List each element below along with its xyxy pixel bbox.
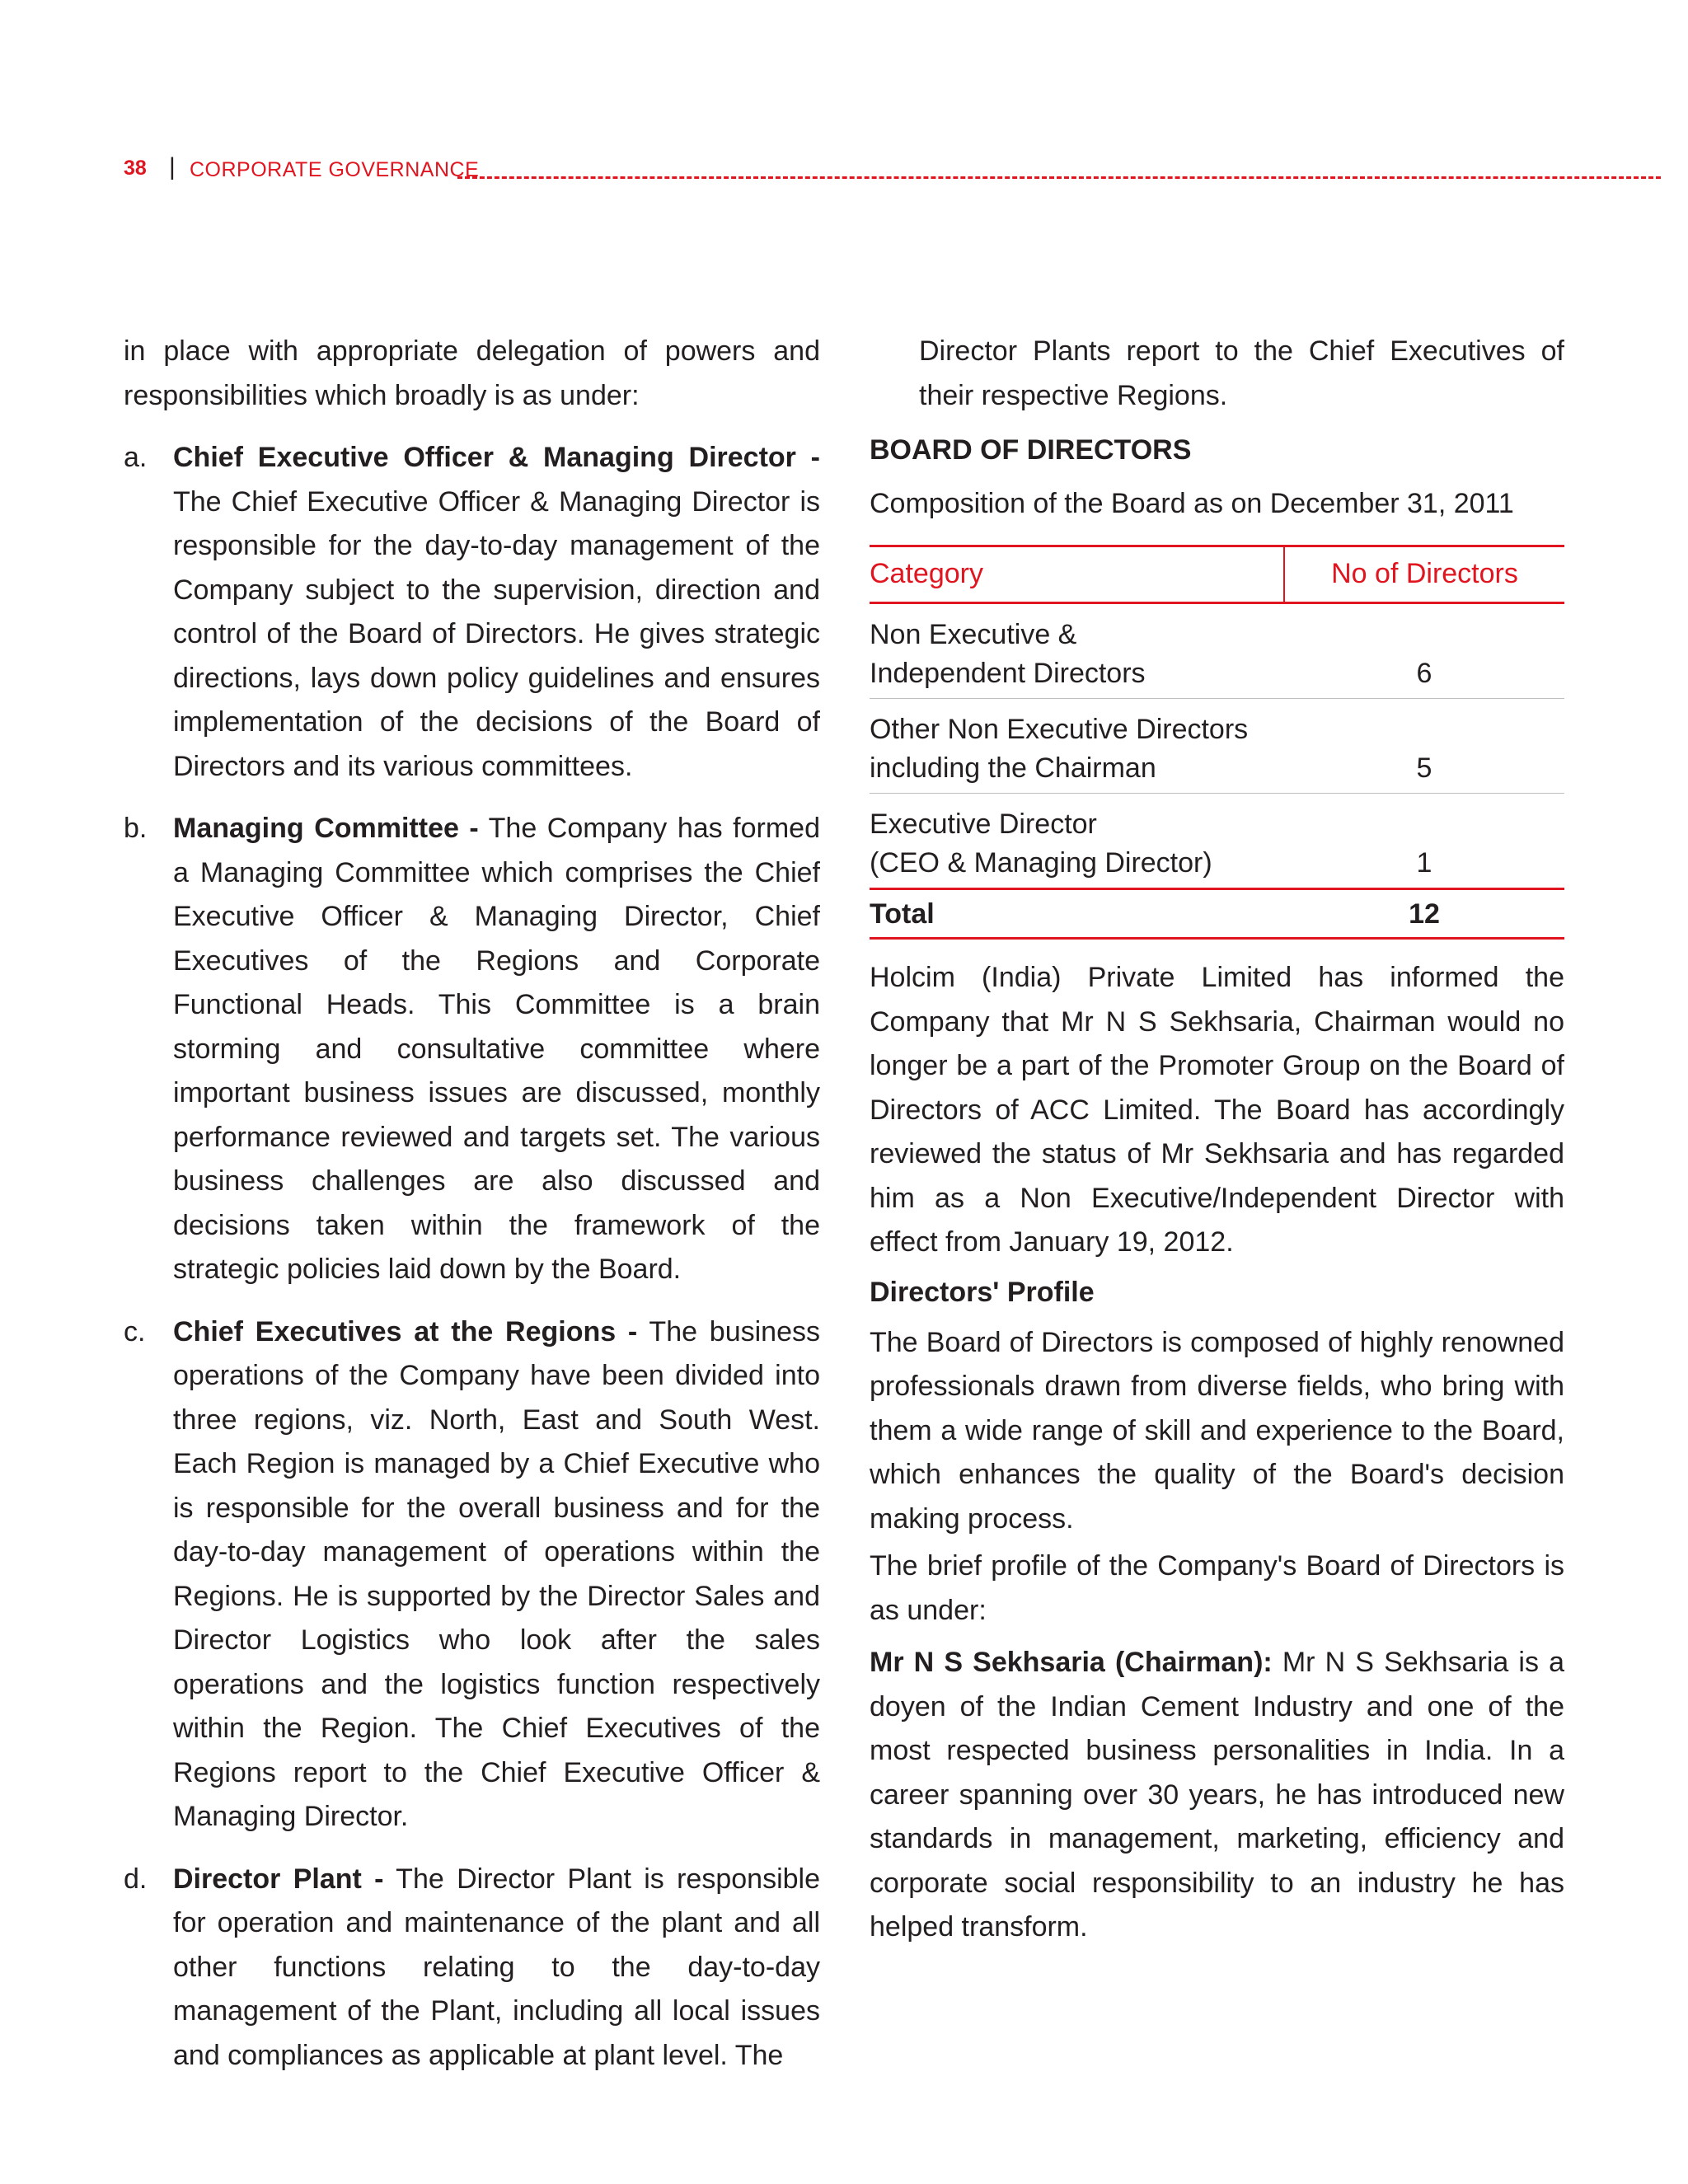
table-row xyxy=(870,699,1564,794)
item-title: Chief Executive Officer & Managing Director - xyxy=(173,442,820,473)
row-category-line2: (CEO & Managing Director) xyxy=(870,847,1212,879)
item-title: Director Plant - xyxy=(173,1863,384,1895)
list-marker: d. xyxy=(124,1863,148,1895)
row-count: 6 xyxy=(1284,603,1564,699)
profile-heading: Directors' Profile xyxy=(870,1276,1095,1308)
header-no-of-directors: No of Directors xyxy=(1284,546,1564,603)
table-total-row xyxy=(870,889,1564,939)
table-row xyxy=(870,603,1564,699)
header-category: Category xyxy=(870,546,1284,603)
row-category-line2: Independent Directors xyxy=(870,658,1146,689)
chairman-name: Mr N S Sekhsaria (Chairman): xyxy=(870,1647,1273,1678)
right-column xyxy=(870,330,1564,1950)
row-count: 5 xyxy=(1284,699,1564,794)
page-header xyxy=(124,153,1661,190)
board-composition-table xyxy=(870,545,1564,940)
row-count: 1 xyxy=(1416,847,1432,879)
chairman-profile-text: Mr N S Sekhsaria is a doyen of the Indian Cement Industry and one of the most respected business personalities in India. In a career spanning over 30 years, he has introduced new standards in management, marketing, efficiency and corporate social responsibility to an industry he has helped transform. xyxy=(870,1647,1564,1943)
intro-paragraph: in place with appropriate delegation of powers and responsibilities which broadly is as under: xyxy=(124,335,820,411)
list-item-managing-committee xyxy=(124,807,820,1292)
table-row xyxy=(870,794,1564,889)
continuation-paragraph: Director Plants report to the Chief Executives of their respective Regions. xyxy=(919,335,1564,411)
profile-paragraph-1: The Board of Directors is composed of highly renowned professionals drawn from diverse fields, who bring with them a wide range of skill and experience to the Board, which enhances the quality of the Board's decision making process. xyxy=(870,1326,1564,1535)
list-marker: b. xyxy=(124,813,148,844)
list-item-chief-executives xyxy=(124,1310,820,1840)
item-title: Managing Committee - xyxy=(173,813,479,844)
list-marker: c. xyxy=(124,1315,146,1347)
total-label: Total xyxy=(870,889,1284,939)
list-item-director-plant xyxy=(124,1858,820,2079)
total-value: 12 xyxy=(1284,889,1564,939)
board-heading: BOARD OF DIRECTORS xyxy=(870,434,1192,466)
item-text: The Director Plant is responsible for operation and maintenance of the plant and all other functions relating to the day-to-day management of the Plant, including all local issues and compliances as applicable at plant level. The xyxy=(173,1863,820,2071)
left-column xyxy=(124,330,820,2078)
holcim-paragraph: Holcim (India) Private Limited has informed the Company that Mr N S Sekhsaria, Chairman would no longer be a part of the Promoter Group on the Board of Directors of ACC Limited. The Board has accordingly reviewed the status of Mr Sekhsaria and has regarded him as a Non Executive/Independent Director with effect from January 19, 2012. xyxy=(870,962,1564,1258)
header-dashed-rule xyxy=(457,176,1661,179)
page-number: 38 xyxy=(124,157,147,180)
row-category-line1: Non Executive & xyxy=(870,619,1077,650)
item-title: Chief Executives at the Regions - xyxy=(173,1315,638,1347)
item-text: The business operations of the Company have been divided into three regions, viz. North, East and South West. Each Region is managed by a Chief Executive who is responsible for the overall business and for the day-to-day management of operations within the Regions. He is supported by the Director Sales and Director Logistics who look after the sales operations and the logistics function respectively within the Region. The Chief Executives of the Regions report to the Chief Executive Officer & Managing Director. xyxy=(173,1315,820,1832)
row-category-line1: Other Non Executive Directors xyxy=(870,714,1249,745)
header-separator: | xyxy=(169,153,176,180)
row-category-line2: including the Chairman xyxy=(870,752,1156,784)
item-text: The Chief Executive Officer & Managing Director is responsible for the day-to-day management of the Company subject to the supervision, direction and control of the Board of Directors. He gives strategic directions, lays down policy guidelines and ensures implementation of the decisions of the Board of Directors and its various committees. xyxy=(173,485,820,782)
list-item-ceo xyxy=(124,436,820,789)
item-text: The Company has formed a Managing Committee which comprises the Chief Executive Officer & Managing Director, Chief Executives of the Regions and Corporate Functional Heads. This Committee is a brain storming and consultative committee where important business issues are discussed, monthly performance reviewed and targets set. The various business challenges are also discussed and decisions taken within the framework of the strategic policies laid down by the Board. xyxy=(173,813,820,1285)
list-marker: a. xyxy=(124,442,148,473)
composition-caption: Composition of the Board as on December 31, 2011 xyxy=(870,488,1514,519)
profile-paragraph-2: The brief profile of the Company's Board of Directors is as under: xyxy=(870,1550,1564,1626)
section-title: CORPORATE GOVERNANCE xyxy=(190,158,480,181)
row-category-line1: Executive Director xyxy=(870,808,1097,840)
